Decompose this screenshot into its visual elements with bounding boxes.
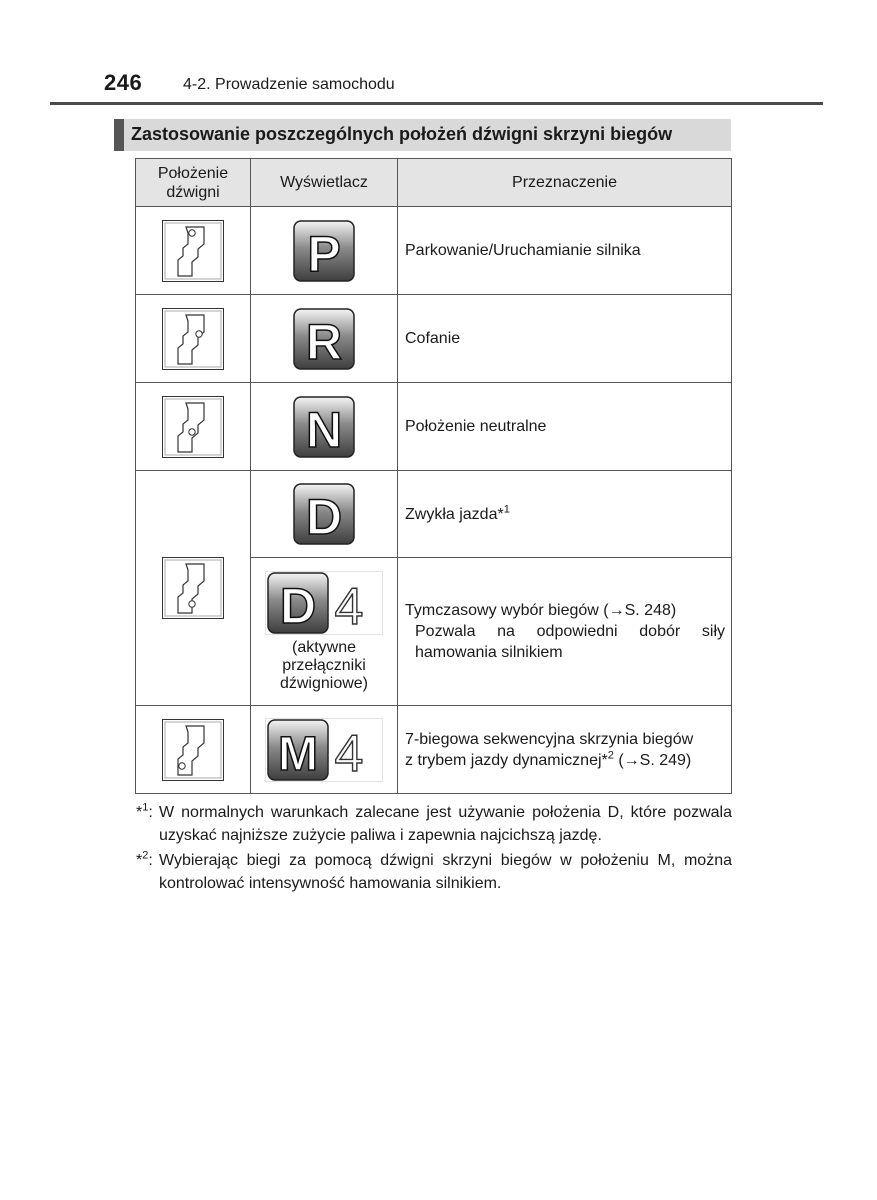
display-cell bbox=[251, 706, 398, 794]
column-header-lever: Położenie dźwigni bbox=[136, 159, 251, 207]
display-cell bbox=[251, 558, 398, 706]
purpose-cell: Cofanie bbox=[398, 295, 732, 383]
display-note: (aktywne przełączniki dźwigniowe) bbox=[279, 638, 369, 692]
table-row bbox=[136, 295, 732, 383]
table-row bbox=[136, 207, 732, 295]
indicator-letter: R bbox=[305, 313, 343, 370]
section-title: 4-2. Prowadzenie samochodu bbox=[183, 76, 395, 93]
indicator-letter: N bbox=[305, 401, 343, 458]
purpose-cell bbox=[398, 558, 732, 706]
footnote-ref: 2 bbox=[607, 749, 614, 762]
indicator-d4-icon bbox=[265, 571, 383, 635]
shift-gate-n-icon bbox=[162, 396, 224, 458]
page-number: 246 bbox=[104, 70, 143, 95]
footnote-1 bbox=[136, 801, 732, 847]
purpose-text: Tymczasowy wybór biegów (→S. 248) bbox=[405, 602, 677, 619]
purpose-text: 7-biegowa sekwencyjna skrzynia biegów bbox=[405, 730, 694, 748]
purpose-text-line2: z trybem jazdy dynamicznej* bbox=[405, 751, 608, 769]
purpose-cell bbox=[398, 471, 732, 558]
indicator-letter: D bbox=[305, 489, 343, 545]
footnote-mark: *$^2$: bbox=[136, 849, 153, 869]
shift-gate-d-icon bbox=[162, 557, 224, 619]
lever-cell bbox=[136, 706, 251, 794]
shift-gate-m-icon bbox=[162, 719, 224, 781]
purpose-cell: Parkowanie/Uruchamianie silnika bbox=[398, 207, 732, 295]
purpose-detail: Pozwala na odpowiedni dobór siły hamowania silnikiem bbox=[415, 623, 725, 661]
indicator-letter: D bbox=[279, 577, 317, 634]
footnote-ref: 1 bbox=[503, 503, 510, 516]
indicator-letter: P bbox=[307, 225, 341, 282]
column-header-purpose: Przeznaczenie bbox=[398, 159, 732, 207]
header-rule bbox=[50, 102, 823, 105]
indicator-gear-number: 4 bbox=[334, 724, 364, 782]
purpose-cell bbox=[398, 706, 732, 794]
lever-cell bbox=[136, 471, 251, 706]
heading-accent bbox=[114, 119, 124, 151]
gear-position-table bbox=[135, 158, 732, 794]
indicator-r-icon bbox=[293, 308, 355, 370]
table-row bbox=[136, 383, 732, 471]
indicator-gear-number: 4 bbox=[334, 577, 364, 635]
footnote-text: Wybierając biegi za pomocą dźwigni skrzyni biegów w położeniu M, można kontrolować intensywność hamowania silnikiem. bbox=[159, 852, 732, 892]
display-cell bbox=[251, 295, 398, 383]
table-row bbox=[136, 471, 732, 558]
purpose-text: Zwykła jazda* bbox=[405, 505, 504, 523]
shift-gate-r-icon bbox=[162, 308, 224, 370]
purpose-page-ref: (→S. 249) bbox=[613, 751, 692, 769]
indicator-n-icon bbox=[293, 396, 355, 458]
heading-title: Zastosowanie poszczególnych położeń dźwigni skrzyni biegów bbox=[131, 124, 673, 144]
footnote-mark: *$^1$: bbox=[136, 801, 153, 821]
shift-gate-p-icon bbox=[162, 220, 224, 282]
indicator-letter: M bbox=[278, 727, 318, 781]
heading-bar bbox=[114, 119, 731, 151]
table-row bbox=[136, 706, 732, 794]
lever-cell bbox=[136, 207, 251, 295]
purpose-cell: Położenie neutralne bbox=[398, 383, 732, 471]
footnote-text: W normalnych warunkach zalecane jest używanie położenia D, które pozwala uzyskać najniższe zużycie paliwa i zapewnia najcichszą jazdę. bbox=[159, 804, 732, 844]
display-cell bbox=[251, 207, 398, 295]
table-header-row bbox=[136, 159, 732, 207]
lever-cell bbox=[136, 295, 251, 383]
indicator-m4-icon bbox=[265, 718, 383, 782]
display-cell bbox=[251, 471, 398, 558]
indicator-p-icon bbox=[293, 220, 355, 282]
column-header-display: Wyświetlacz bbox=[251, 159, 398, 207]
lever-cell bbox=[136, 383, 251, 471]
display-cell bbox=[251, 383, 398, 471]
footnote-2 bbox=[136, 849, 732, 895]
indicator-d-icon bbox=[293, 483, 355, 545]
